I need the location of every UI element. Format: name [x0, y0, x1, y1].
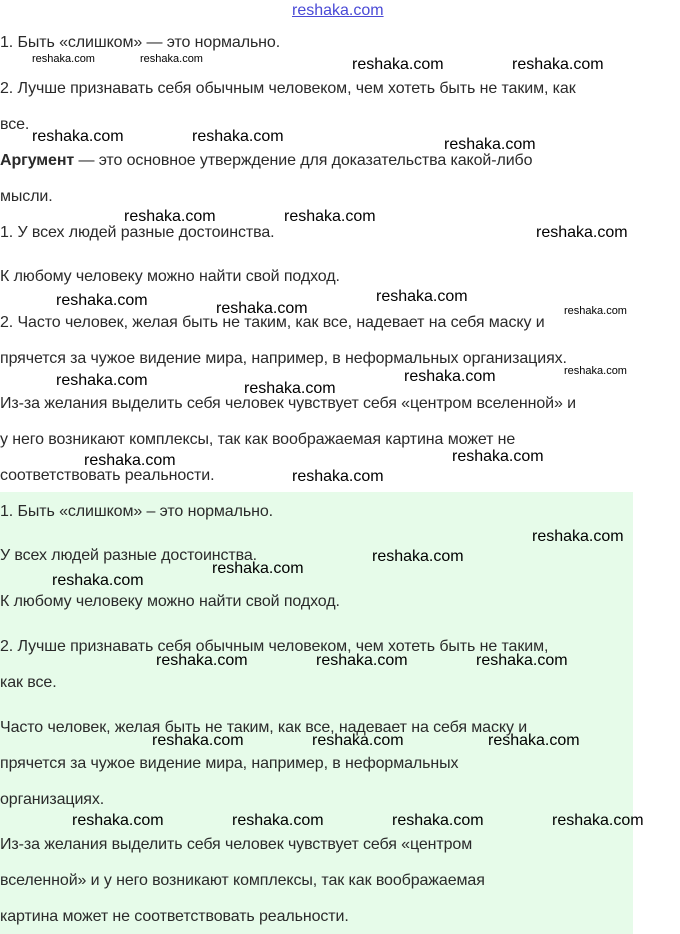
watermark: reshaka.com: [192, 128, 284, 145]
answer-line-2: У всех людей разные достоинства.: [0, 547, 258, 564]
watermark: reshaka.com: [56, 292, 148, 309]
watermark: reshaka.com: [84, 452, 176, 469]
text-line-10: Из-за желания выделить себя человек чувствует себя «центром вселенной» и: [0, 395, 576, 412]
argument-definition: [0, 152, 532, 170]
watermark: reshaka.com: [476, 652, 568, 669]
text-line-1: 1. Быть «слишком» — это нормально.: [0, 34, 281, 51]
text-line-9: прячется за чужое видение мира, например, в неформальных организациях.: [0, 350, 567, 367]
watermark: reshaka.com: [532, 528, 624, 545]
watermark: reshaka.com: [564, 365, 627, 377]
argument-term: Аргумент: [0, 152, 75, 169]
answer-line-10: вселенной» и у него возникают комплексы, так как воображаемая: [0, 872, 485, 889]
answer-line-8: организациях.: [0, 791, 105, 808]
answer-line-7: прячется за чужое видение мира, например, в неформальных: [0, 755, 459, 772]
watermark: reshaka.com: [376, 288, 468, 305]
watermark: reshaka.com: [564, 305, 627, 317]
watermark: reshaka.com: [140, 53, 203, 65]
watermark: reshaka.com: [72, 812, 164, 829]
answer-line-4: 2. Лучше признавать себя обычным человеком, чем хотеть быть не таким,: [0, 638, 549, 655]
watermark: reshaka.com: [488, 732, 580, 749]
watermark: reshaka.com: [32, 53, 95, 65]
watermark: reshaka.com: [404, 368, 496, 385]
watermark: reshaka.com: [316, 652, 408, 669]
text-line-3: все.: [0, 116, 30, 133]
watermark: reshaka.com: [32, 128, 124, 145]
text-line-12: соответствовать реальности.: [0, 467, 215, 484]
answer-line-5: как все.: [0, 674, 57, 691]
watermark: reshaka.com: [312, 732, 404, 749]
watermark: reshaka.com: [152, 732, 244, 749]
watermark: reshaka.com: [292, 468, 384, 485]
watermark: reshaka.com: [352, 56, 444, 73]
watermark: reshaka.com: [536, 224, 628, 241]
text-line-8: 2. Часто человек, желая быть не таким, как все, надевает на себя маску и: [0, 314, 545, 331]
watermark: reshaka.com: [212, 560, 304, 577]
watermark: reshaka.com: [156, 652, 248, 669]
watermark: reshaka.com: [216, 300, 308, 317]
text-line-7: К любому человеку можно найти свой подход.: [0, 268, 340, 285]
watermark: reshaka.com: [452, 448, 544, 465]
text-line-2: 2. Лучше признавать себя обычным человеком, чем хотеть быть не таким, как: [0, 80, 576, 97]
watermark: reshaka.com: [284, 208, 376, 225]
site-link[interactable]: reshaka.com: [292, 2, 384, 19]
watermark: reshaka.com: [124, 208, 216, 225]
answer-line-3: К любому человеку можно найти свой подход.: [0, 593, 340, 610]
watermark: reshaka.com: [392, 812, 484, 829]
watermark: reshaka.com: [512, 56, 604, 73]
answer-line-6: Часто человек, желая быть не таким, как все, надевает на себя маску и: [0, 719, 528, 736]
watermark: reshaka.com: [372, 548, 464, 565]
answer-line-9: Из-за желания выделить себя человек чувствует себя «центром: [0, 836, 473, 853]
watermark: reshaka.com: [232, 812, 324, 829]
answer-line-1: 1. Быть «слишком» – это нормально.: [0, 503, 273, 520]
answer-line-11: картина может не соответствовать реальности.: [0, 908, 349, 925]
watermark: reshaka.com: [56, 372, 148, 389]
watermark: reshaka.com: [552, 812, 644, 829]
text-line-11: у него возникают комплексы, так как воображаемая картина может не: [0, 431, 516, 448]
watermark: reshaka.com: [444, 136, 536, 153]
text-line-5: мысли.: [0, 188, 53, 205]
watermark: reshaka.com: [52, 572, 144, 589]
argument-definition-rest: — это основное утверждение для доказательства какой-либо: [74, 152, 533, 169]
watermark: reshaka.com: [244, 380, 336, 397]
text-line-6: 1. У всех людей разные достоинства.: [0, 224, 275, 241]
